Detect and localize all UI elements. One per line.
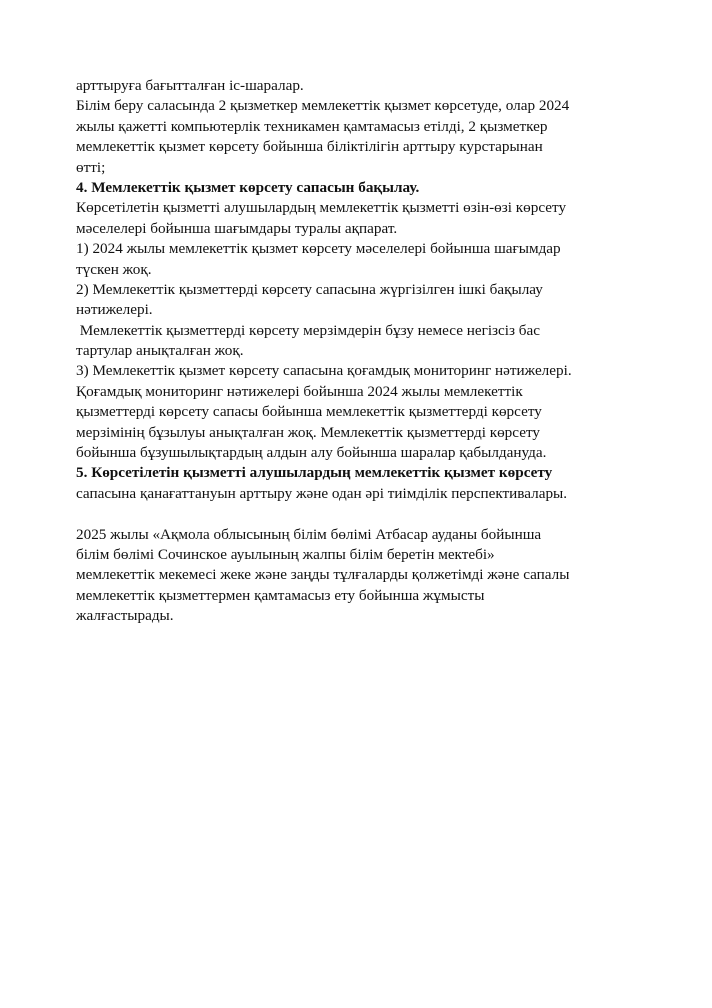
paragraph-line: сапасына қанағаттануын арттыру және одан әрі тиімділік перспективалары. (76, 484, 568, 502)
paragraph-line: мемлекеттік қызмет көрсету бойынша біліктілігін арттыру курстарынан (76, 138, 543, 156)
paragraph-line: нәтижелері. (76, 301, 153, 319)
paragraph-line: мемлекеттік қызметтермен қамтамасыз ету бойынша жұмысты (76, 586, 485, 604)
paragraph-line: Көрсетілетін қызметті алушылардың мемлекеттік қызметті өзін-өзі көрсету (76, 199, 567, 217)
paragraph-line: қызметтерді көрсету сапасы бойынша мемлекеттік қызметтерді көрсету (76, 403, 542, 421)
paragraph-line: жылы қажетті компьютерлік техникамен қамтамасыз етілді, 2 қызметкер (76, 117, 548, 135)
paragraph-line: білім бөлімі Сочинское ауылының жалпы білім беретін мектебі» (76, 545, 495, 563)
paragraph-line: мәселелері бойынша шағымдары туралы ақпарат. (76, 219, 398, 237)
paragraph-line: мемлекеттік мекемесі жеке және заңды тұлғаларды қолжетімді және сапалы (76, 566, 570, 584)
paragraph-line: Қоғамдық мониторинг нәтижелері бойынша 2024 жылы мемлекеттік (76, 382, 523, 400)
paragraph-line: 3) Мемлекеттік қызмет көрсету сапасына қоғамдық мониторинг нәтижелері. (76, 362, 572, 380)
paragraph-line: бойынша бұзушылықтардың алдын алу бойынша шаралар қабылдануда. (76, 444, 547, 462)
paragraph-line: мерзімінің бұзылуы анықталған жоқ. Мемлекеттік қызметтерді көрсету (76, 423, 540, 441)
paragraph-line: Білім беру саласында 2 қызметкер мемлекеттік қызмет көрсетуде, олар 2024 (76, 97, 570, 115)
document-body (76, 76, 676, 627)
blank-line (76, 504, 676, 524)
paragraph-line: 2025 жылы «Ақмола облысының білім бөлімі Атбасар ауданы бойынша (76, 525, 542, 543)
paragraph-line: тартулар анықталған жоқ. (76, 342, 244, 360)
section-heading-line: 5. Көрсетілетін қызметті алушылардың мемлекеттік қызмет көрсету (76, 464, 553, 482)
paragraph-line: 2) Мемлекеттік қызметтерді көрсету сапасына жүргізілген ішкі бақылау (76, 280, 543, 298)
paragraph-line: өтті; (76, 158, 106, 176)
section-heading-line: 4. Мемлекеттік қызмет көрсету сапасын бақылау. (76, 178, 420, 196)
paragraph-line: арттыруға бағытталған іс-шаралар. (76, 77, 304, 94)
paragraph-line: 1) 2024 жылы мемлекеттік қызмет көрсету мәселелері бойынша шағымдар (76, 240, 561, 258)
paragraph-line: түскен жоқ. (76, 260, 152, 278)
paragraph-line: Мемлекеттік қызметтерді көрсету мерзімдерін бұзу немесе негізсіз бас (76, 321, 541, 339)
paragraph-line: жалғастырады. (76, 607, 174, 625)
